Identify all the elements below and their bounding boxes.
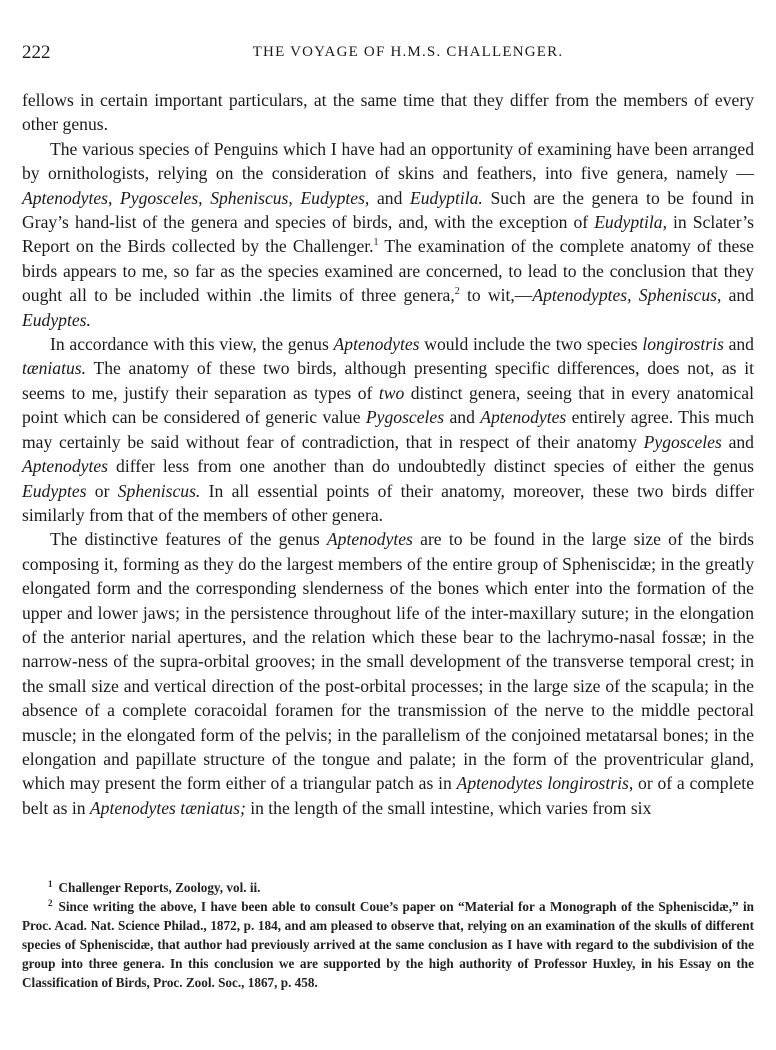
- text-run: in the length of the small intestine, which varies from six: [245, 797, 652, 818]
- italic-genus: Pygosceles: [643, 431, 722, 452]
- running-head: THE VOYAGE OF H.M.S. CHALLENGER.: [252, 44, 564, 60]
- text-run: The various species of Penguins which I have had an opportunity of examining have been arranged by ornithologists, relying on the consideration of skins and feathers, into five genera, namely —: [22, 138, 754, 184]
- italic-genus-list: Aptenodytes, Pygosceles, Spheniscus, Eudyptes,: [22, 187, 370, 208]
- italic-genus: Aptenodytes: [326, 529, 413, 550]
- footnote-mark: 1: [48, 878, 53, 889]
- text-run: or: [86, 480, 118, 501]
- italic-genus: Spheniscus.: [117, 480, 201, 501]
- text-run: are to be found in the large size of the birds composing it, forming as they do the largest members of the entire group of Spheniscidæ; in the greatly elongated form and the corresponding slenderness of the bones which enter into the formation of the upper and lower jaws; in the persistence throughout life of the inter-maxillary suture; in the elongation of the anterior narial apertures, and the relation which these bear to the lachrymo-nasal fossæ; in the narrow-ness of the supra-orbital grooves; in the small development of the transverse temporal crest; in the small size and vertical direction of the post-orbital processes; in the large size of the scapula; in the absence of a complete coracoidal foramen for the transmission of the nerve to the middle pectoral muscle; in the elongated form of the pelvis; in the parallelism of the conjoined metatarsal bones; in the elongation and papillate structure of the tongue and palate; in the form of the proventricular gland, which may present the form either of a triangular patch as in: [22, 529, 754, 794]
- main-text: [22, 88, 754, 820]
- italic-genus: Eudyptila,: [594, 212, 667, 233]
- text-run: and: [369, 187, 411, 208]
- paragraph-aptenodytes-species: [22, 332, 754, 527]
- footnote-text: Challenger Reports, Zoology, vol. ii.: [58, 880, 261, 895]
- text-run: entirely agree. This much may certainly be said without fear of contradiction, that in respect of their anatomy: [22, 407, 754, 452]
- italic-genus: Eudyptila.: [410, 187, 483, 208]
- italic-genus: Aptenodytes: [333, 334, 420, 355]
- text-run: distinct genera, seeing that in every anatomical point which can be considered of generic value: [22, 382, 754, 428]
- footnote-2: [22, 897, 754, 992]
- text-run: differ less from one another than do undoubtedly distinct species of either the genus: [107, 456, 754, 477]
- text-run: to wit,—: [459, 285, 533, 306]
- paragraph-penguin-genera: [22, 137, 754, 332]
- page-header: [22, 42, 754, 66]
- footnote-1: [22, 878, 754, 897]
- page-number: 222: [22, 42, 51, 63]
- paragraph-continuation: [22, 88, 754, 137]
- footnote-reference-1[interactable]: 1: [373, 237, 379, 249]
- italic-genus: Eudyptes.: [22, 309, 91, 330]
- text-run: Such are the genera to be found in Gray’s hand-list of the genera and species of birds, and, with the exception of: [22, 187, 754, 233]
- italic-species: Aptenodytes tæniatus;: [89, 797, 246, 818]
- text-run: fellows in certain important particulars, at the same time that they differ from the members of every other genus.: [22, 90, 754, 135]
- italic-species: Aptenodytes longirostris,: [456, 773, 634, 794]
- italic-genus-list: Aptenodyptes, Spheniscus,: [532, 285, 722, 306]
- text-run: would include the two species: [419, 334, 643, 355]
- text-run: The examination of the complete anatomy of these birds appears to me, so far as the species examined are concerned, to lead to the conclusion that they ought all to be included within .the limits of three genera,: [22, 236, 754, 306]
- text-run: and: [723, 334, 754, 355]
- text-run: and: [444, 407, 481, 428]
- italic-genus: Aptenodytes: [480, 407, 567, 428]
- text-run: In accordance with this view, the genus: [50, 334, 334, 355]
- italic-genus: Aptenodytes: [22, 456, 108, 477]
- italic-genus: Eudyptes: [22, 480, 87, 501]
- text-run: in Sclater’s Report on the Birds collected by the Challenger.: [22, 212, 755, 257]
- italic-species: longirostris: [642, 334, 724, 355]
- footnotes: [22, 878, 754, 992]
- text-run: The anatomy of these two birds, although presenting specific differences, does not, as it seems to me, justify their separation as types of: [22, 358, 754, 403]
- footnote-mark: 2: [48, 897, 53, 908]
- text-run: and: [721, 431, 754, 452]
- footnote-reference-2[interactable]: 2: [454, 286, 460, 298]
- text-run: The distinctive features of the genus: [50, 529, 327, 550]
- text-run: In all essential points of their anatomy, moreover, these two birds differ similarly from that of the members of other genera.: [22, 480, 755, 525]
- text-run: and: [721, 285, 754, 306]
- italic-species: tæniatus.: [22, 358, 87, 379]
- italic-emphasis: two: [378, 382, 405, 403]
- paragraph-distinctive-features: [22, 527, 754, 820]
- text-run: or of a complete belt as in: [22, 773, 755, 818]
- footnote-text: Since writing the above, I have been able to consult Coue’s paper on “Material for a Monograph of the Spheniscidæ,” in Proc. Acad. Nat. Science Philad., 1872, p. 184, and am pleased to observe that, relying on an examination of the skulls of different species of Spheniscidæ, that author had previously arrived at the same conclusion as I have with regard to the subdivision of the group into three genera. In this conclusion we are supported by the high authority of Professor Huxley, in his Essay on the Classification of Birds, Proc. Zool. Soc., 1867, p. 458.: [22, 899, 754, 990]
- italic-genus: Pygosceles: [365, 407, 445, 428]
